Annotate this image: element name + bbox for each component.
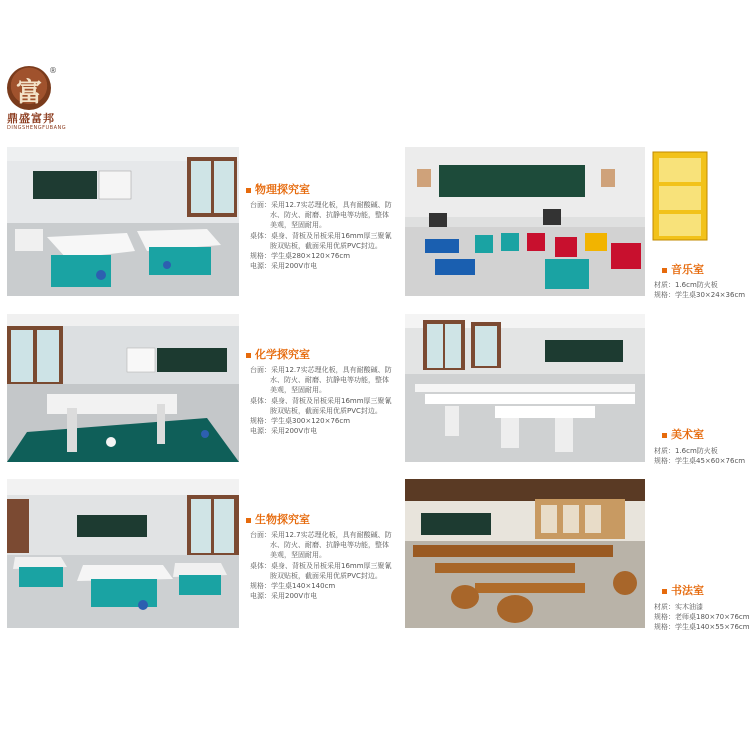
desc-line: 材质：1.6cm防火板 [654,447,718,455]
desc-line: 规格：学生桌280×120×76cm [250,252,351,261]
desc-line: 胺双贴板，截面采用优质PVC封边。 [270,571,382,580]
desc-line: 规格：学生桌140×55×76cm [654,623,750,632]
desc-line: 水、防火、耐磨、抗静电等功能，整体 [270,211,389,220]
bullet-square-icon [662,268,667,273]
bullet-square-icon [662,433,667,438]
music-room-photo [405,147,645,296]
desc-line: 电源：采用200V市电 [250,427,318,436]
desc-line: 美观，坚固耐用。 [270,386,326,395]
physics-lab-title: 物理探究室 [246,181,310,197]
calligraphy-room-title: 书法室 [662,582,704,598]
art-room-title: 美术室 [662,426,704,442]
art-room-photo [405,314,645,462]
cabinet-photo [651,150,709,242]
bullet-square-icon [662,589,667,594]
logo-glyph: 富 [15,78,42,108]
bullet-square-icon [246,188,251,193]
desc-line: 规格：老师桌180×70×76cm [654,613,750,622]
desc-line: 规格：学生桌45×60×76cm [654,457,746,466]
bullet-square-icon [246,518,251,523]
desc-line: 水、防火、耐磨、抗静电等功能，整体 [270,541,389,550]
desc-line: 美观，坚固耐用。 [270,551,326,560]
chemistry-lab-photo [7,314,239,462]
desc-line: 胺双贴板，截面采用优质PVC封边。 [270,406,382,415]
desc-line: 水、防火、耐磨、抗静电等功能，整体 [270,376,389,385]
physics-lab-desc [250,200,392,271]
biology-lab-title: 生物探究室 [246,511,310,527]
desc-line: 规格：学生桌300×120×76cm [250,417,351,426]
desc-line: 规格：学生桌140×140cm [250,582,336,591]
brand-name-en: DINGSHENGFUBANG [7,125,67,131]
desc-line: 台面：采用12.7实芯理化板，具有耐酸碱、防 [250,366,392,374]
desc-line: 美观，坚固耐用。 [270,221,326,230]
desc-line: 材质：1.6cm防火板 [654,281,718,289]
desc-line: 桌体：桌身、背板及吊板采用16mm厚三聚氰 [250,561,392,570]
calligraphy-room-desc [654,602,750,633]
desc-line: 台面：采用12.7实芯理化板，具有耐酸碱、防 [250,531,392,539]
brand-logo-icon [7,66,51,110]
music-room-title: 音乐室 [662,261,704,277]
bullet-square-icon [246,353,251,358]
music-room-desc [654,280,745,300]
brand-name-cn: 鼎盛富邦 [7,112,55,125]
registered-mark: ® [49,66,57,75]
desc-line: 胺双贴板，截面采用优质PVC封边。 [270,241,382,250]
desc-line: 电源：采用200V市电 [250,262,318,271]
desc-line: 台面：采用12.7实芯理化板，具有耐酸碱、防 [250,201,392,209]
calligraphy-room-photo [405,479,645,628]
desc-line: 桌体：桌身、背板及吊板采用16mm厚三聚氰 [250,231,392,240]
chemistry-lab-title: 化学探究室 [246,346,310,362]
physics-lab-photo [7,147,239,296]
biology-lab-desc [250,530,392,601]
desc-line: 电源：采用200V市电 [250,592,318,601]
desc-line: 材质：实木油漆 [654,603,703,611]
biology-lab-photo [7,479,239,628]
art-room-desc [654,446,745,466]
desc-line: 规格：学生桌30×24×36cm [654,291,746,300]
chemistry-lab-desc [250,365,392,436]
desc-line: 桌体：桌身、背板及吊板采用16mm厚三聚氰 [250,396,392,405]
